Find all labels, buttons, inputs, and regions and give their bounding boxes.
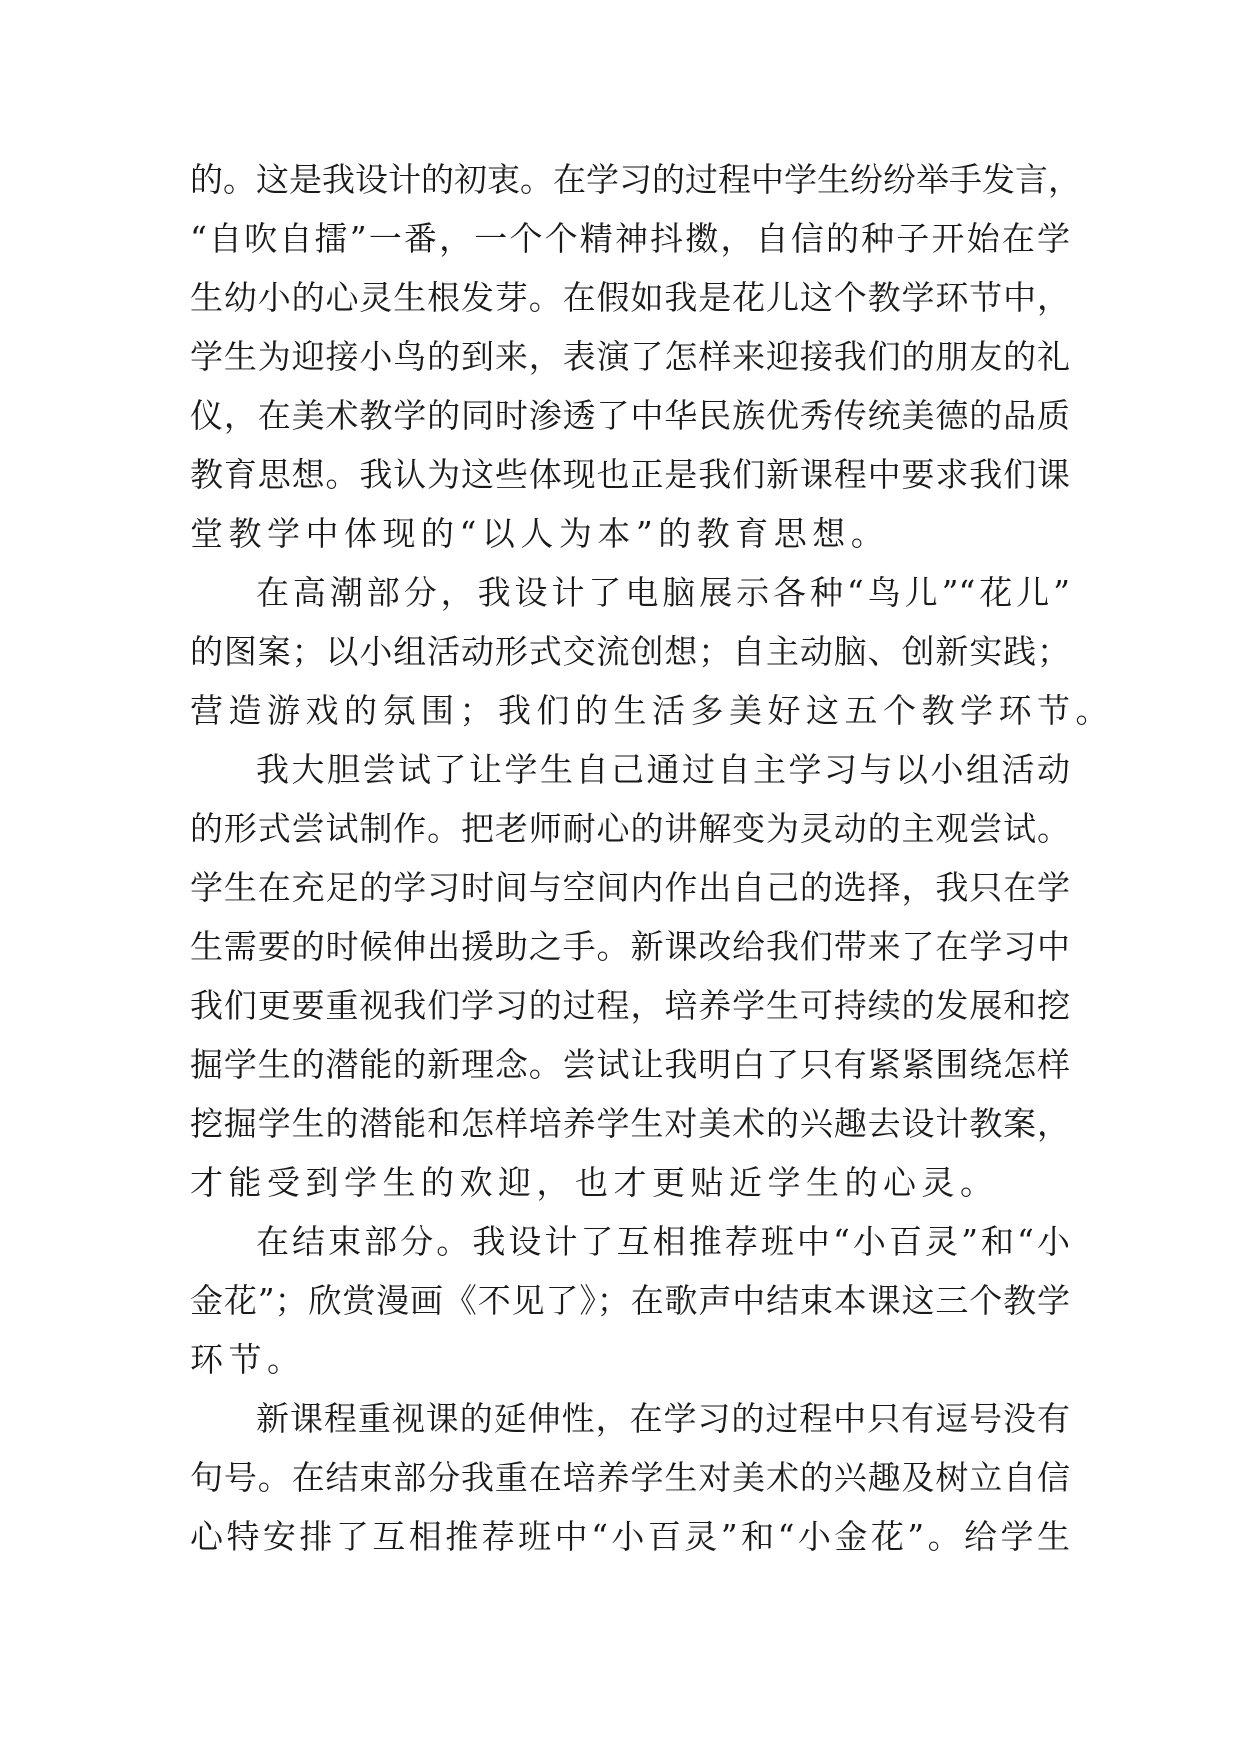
text-line: “自吹自擂”一番，一个个精神抖擞，自信的种子开始在学 bbox=[190, 219, 1070, 258]
text-line: 的。这是我设计的初衷。在学习的过程中学生纷纷举手发言， bbox=[190, 160, 1081, 199]
text-line: 堂教学中体现的“以人为本”的教育思想。 bbox=[190, 514, 890, 553]
text-line: 营造游戏的氛围；我们的生活多美好这五个教学环节。 bbox=[190, 691, 1114, 730]
document-body bbox=[190, 150, 1114, 1566]
paragraph-first-line: 在高潮部分，我设计了电脑展示各种“鸟儿”“花儿” bbox=[256, 573, 1070, 612]
text-line: 生幼小的心灵生根发芽。在假如我是花儿这个教学环节中， bbox=[190, 278, 1070, 317]
text-line: 心特安排了互相推荐班中“小百灵”和“小金花”。给学生 bbox=[190, 1517, 1070, 1556]
text-line: 句号。在结束部分我重在培养学生对美术的兴趣及树立自信 bbox=[190, 1458, 1070, 1497]
paragraph-first-line: 在结束部分。我设计了互相推荐班中“小百灵”和“小 bbox=[256, 1222, 1070, 1261]
text-line: 才能受到学生的欢迎，也才更贴近学生的心灵。 bbox=[190, 1163, 999, 1202]
text-line: 教育思想。我认为这些体现也正是我们新课程中要求我们课 bbox=[190, 455, 1070, 494]
text-line: 挖掘学生的潜能和怎样培养学生对美术的兴趣去设计教案， bbox=[190, 1104, 1070, 1143]
text-line: 金花”；欣赏漫画《不见了》；在歌声中结束本课这三个教学 bbox=[190, 1281, 1070, 1320]
text-line: 的形式尝试制作。把老师耐心的讲解变为灵动的主观尝试。 bbox=[190, 809, 1070, 848]
text-line: 仪，在美术教学的同时渗透了中华民族优秀传统美德的品质 bbox=[190, 396, 1070, 435]
text-line: 掘学生的潜能的新理念。尝试让我明白了只有紧紧围绕怎样 bbox=[190, 1045, 1070, 1084]
paragraph-first-line: 我大胆尝试了让学生自己通过自主学习与以小组活动 bbox=[256, 750, 1070, 789]
text-line: 我们更要重视我们学习的过程，培养学生可持续的发展和挖 bbox=[190, 986, 1070, 1025]
text-line: 环节。 bbox=[190, 1340, 306, 1379]
text-line: 学生在充足的学习时间与空间内作出自己的选择，我只在学 bbox=[190, 868, 1070, 907]
text-line: 学生为迎接小鸟的到来，表演了怎样来迎接我们的朋友的礼 bbox=[190, 337, 1070, 376]
text-line: 的图案；以小组活动形式交流创想；自主动脑、创新实践； bbox=[190, 632, 1070, 671]
text-line: 生需要的时候伸出援助之手。新课改给我们带来了在学习中 bbox=[190, 927, 1070, 966]
paragraph-first-line: 新课程重视课的延伸性，在学习的过程中只有逗号没有 bbox=[256, 1399, 1070, 1438]
